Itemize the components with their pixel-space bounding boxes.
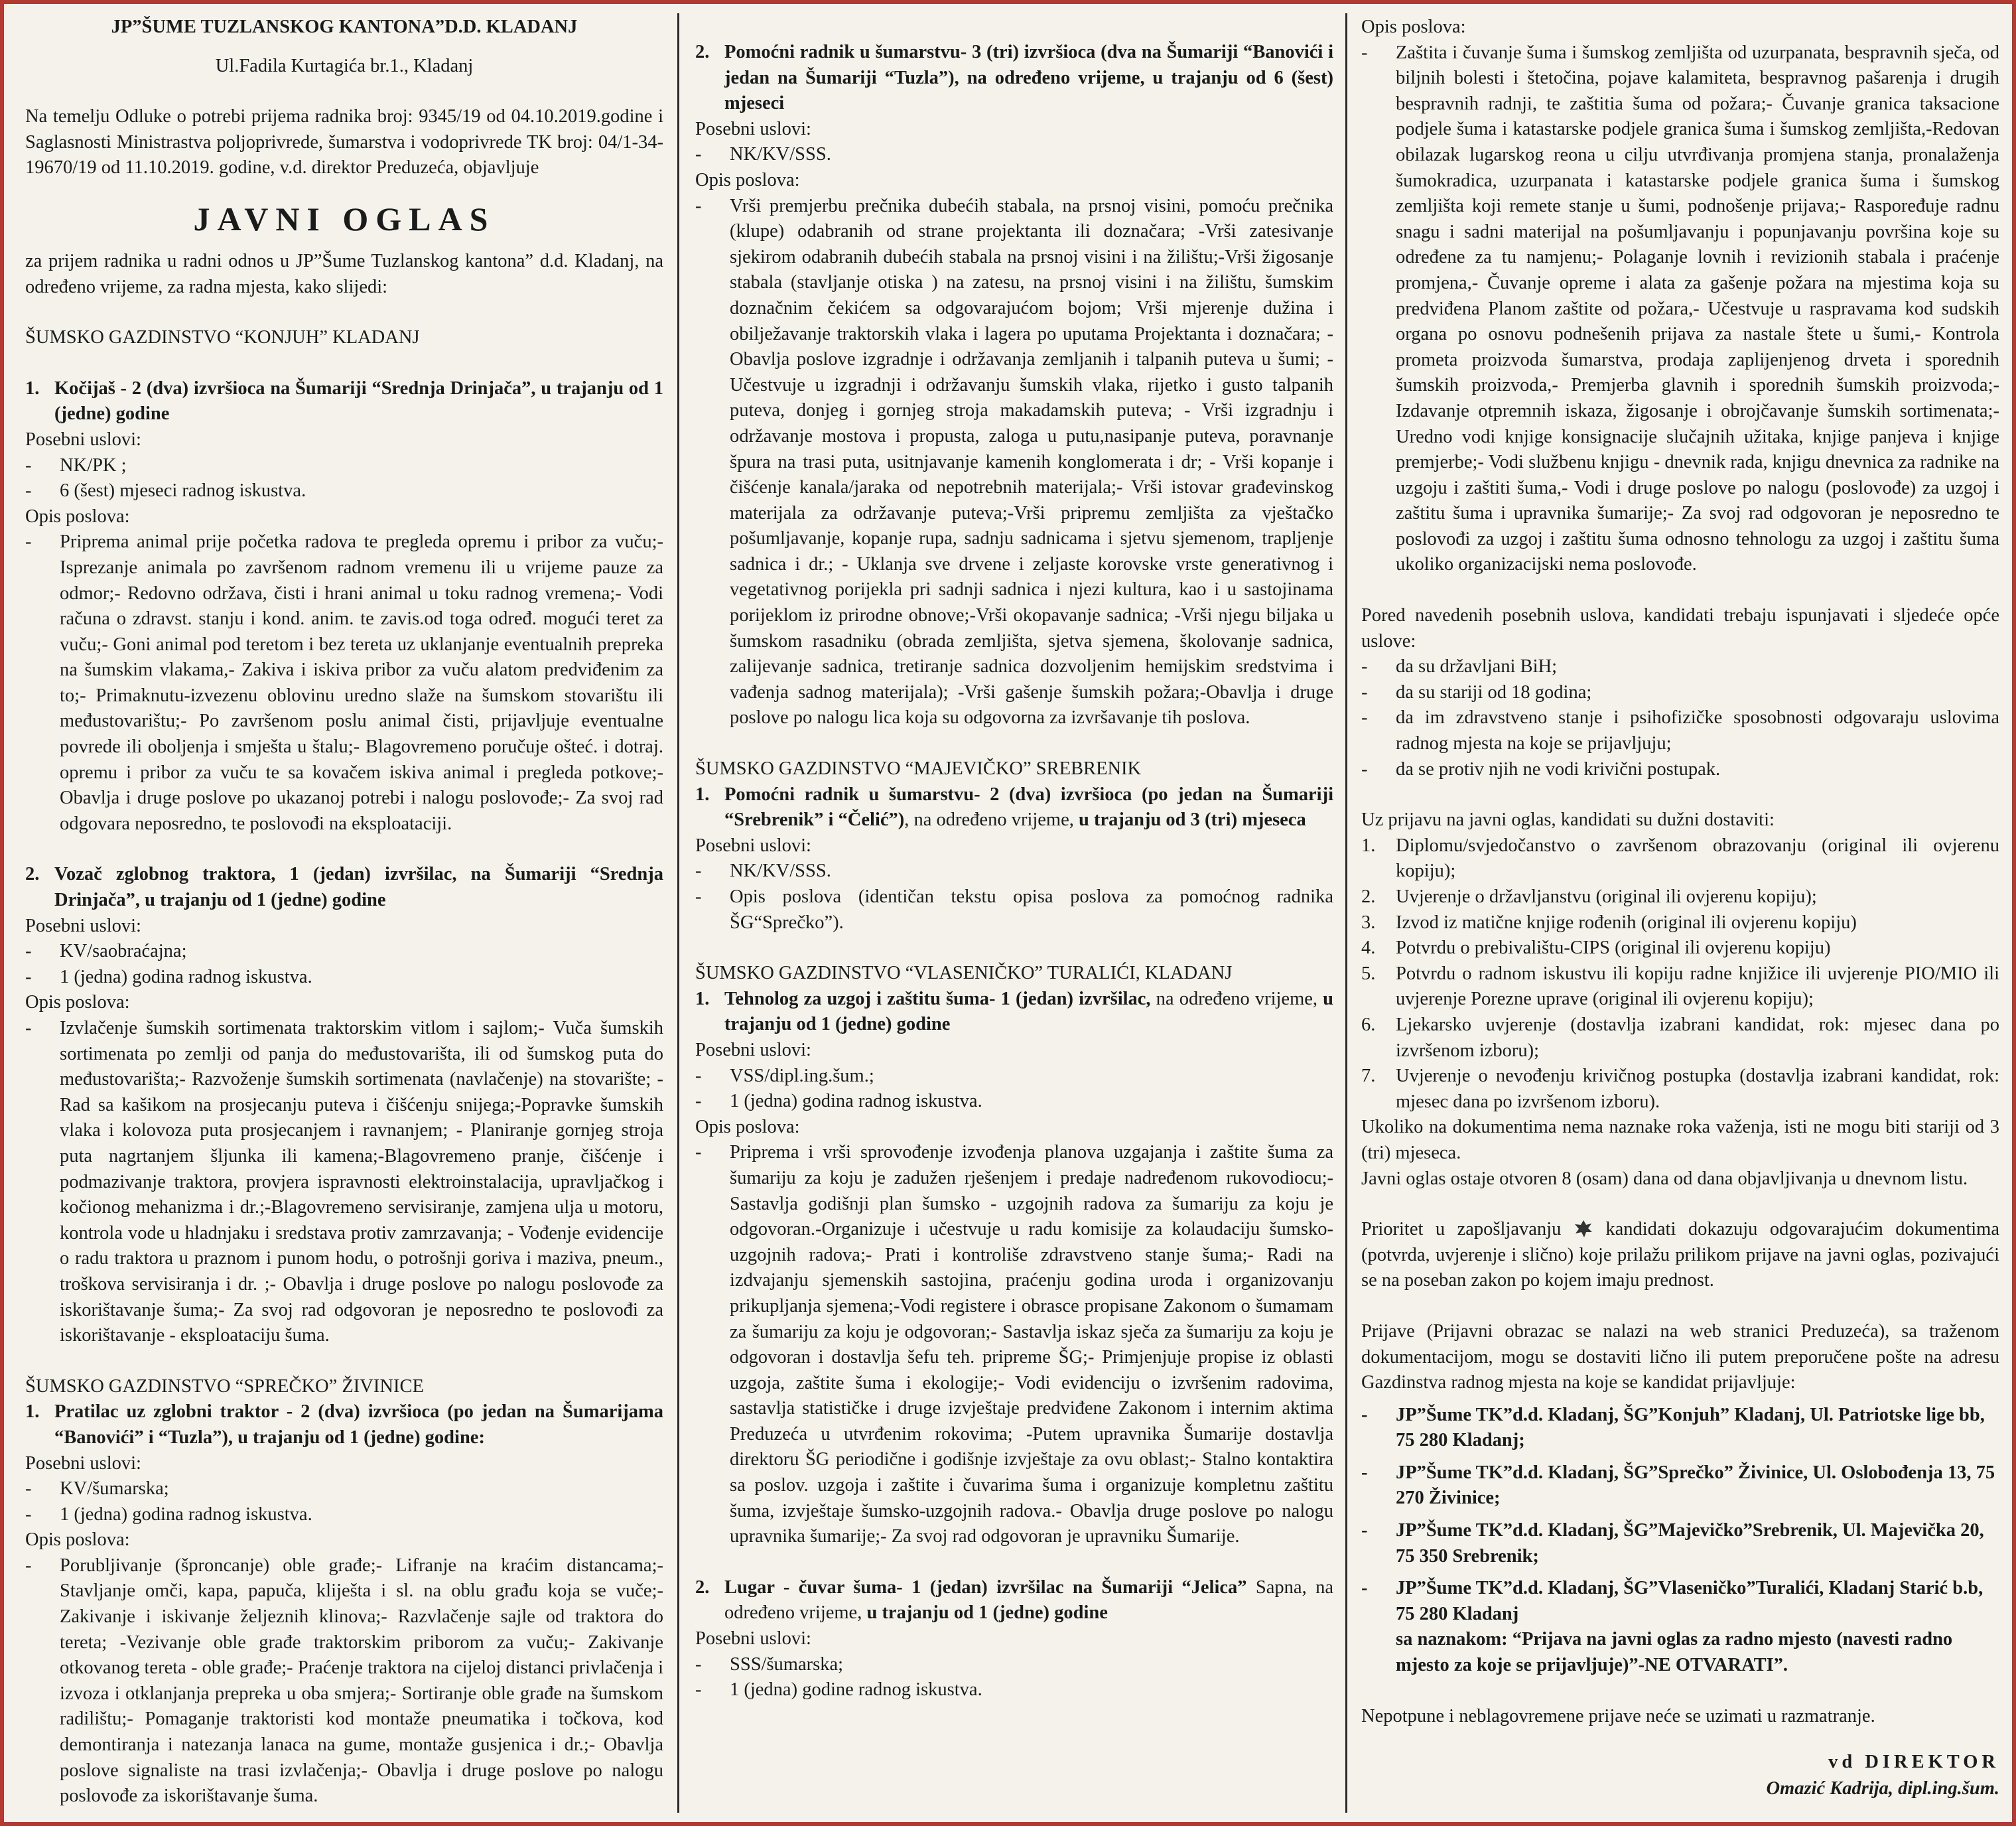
column-divider — [677, 13, 679, 1813]
list-item: - SSS/šumarska; — [695, 1653, 844, 1675]
job-number: 2. — [695, 1577, 710, 1598]
job-title-normal: na određeno vrijeme, — [1150, 988, 1323, 1009]
list-item: - NK/PK ; — [25, 455, 127, 476]
list-item: - da su stariji od 18 godina; — [1361, 681, 1592, 703]
job-description: - Priprema animal prije početka radova te pregleda opremu i pribor za vuču;- Isprezanje animala po završenom radnom vremenu ili u vrijeme pauze za odmor;- Redovno održava, čisti i hrani animal u toku radnog vremena;- Vodi računa o zdravst. stanju i kond. anim. te zavis.od toga određ. mogući teret za vuču;- Goni animal pod teretom i bez tereta uz uklanjanje eventualnih prepreka na šumskim vlakama,- Zakiva i iskiva pribor za vuču alatom predviđenim za to;- Primaknutu-izvezenu oblovinu uredno slaže na šumskom stovarištu ili međustovarištu;- Po završenom poslu animal čisti, prijavljuje eventualne povrede ili oboljenja i smješta u štalu;- Blagovremeno poručuje ošteć. i dotraj. opremu i pribor za vuču te sa kovačem iskiva animal i pregleda potkove;- Obavlja i druge poslove po ukazanoj potrebi i nalogu poslovođe;- Za svoj rad odgovara neposredno, te poslovođi na eksploataciji. — [25, 531, 663, 834]
column-divider — [1345, 13, 1347, 1813]
section-title-konjuh: ŠUMSKO GAZDINSTVO “KONJUH” KLADANJ — [25, 327, 420, 348]
conditions-label: Posebni uslovi: — [695, 118, 811, 139]
list-item: 5. Potvrdu o radnom iskustvu ili kopiju radne knjižice ili uvjerenje PIO/MIO ili uvjerenje Porezne uprave (original ili ovjerenu kopiju); — [1361, 963, 1999, 1010]
job-title-tail: u trajanju od 1 (jedne) godine — [724, 988, 1333, 1035]
list-item: - 1 (jedna) godine radnog iskustva. — [695, 1679, 982, 1701]
list-item: 6. Ljekarsko uvjerenje (dostavlja izabrani kandidat, rok: mjesec dana po izvršenom izboru); — [1361, 1014, 1999, 1061]
job-title — [695, 782, 1333, 833]
address-item: - JP”Šume TK”d.d. Kladanj, ŠG”Vlaseničko”Turalići, Kladanj Starić b.b, 75 280 Kladanj — [1361, 1578, 1983, 1624]
signature-title: vd DIREKTOR — [1828, 1752, 1999, 1773]
address-item: - JP”Šume TK”d.d. Kladanj, ŠG”Sprečko” Živinice, Ul. Oslobođenja 13, 75 270 Živinice; — [1361, 1462, 1995, 1509]
job-title — [695, 1575, 1333, 1626]
job-number: 2. — [25, 864, 40, 885]
conditions-label: Posebni uslovi: — [695, 1628, 811, 1650]
job-title-text: Pratilac uz zglobni traktor - 2 (dva) izvršioca (po jedan na Šumarijama “Banovići” i “Tuzla”), u trajanju od 1 (jedne) godine: — [54, 1401, 663, 1448]
job-number: 2. — [695, 42, 710, 62]
job-description: - Priprema i vrši sprovođenje izvođenja planova uzgajanja i zaštite šuma za šumariju za koju je zadužen rješenjem i predaje nadređenom rukovodiocu;- Sastavlja godišnji plan šumsko - uzgojnih radova za šumariju za koju je odgovoran.-Organizuje i učestvuje u radu komisije za kolaudaciju šumsko-uzgojnih radova;- Prati i kontroliše zdravstveno stanje šuma;- Radi na izdvajanju sjemenskih sastojina, praćenju godina uroda i organizovanju prikupljanja sjemena;-Vodi registere i obrasce propisane Zakonom o šumamam za šumariju za koju je odgovoran;- Sastavlja iskaz sječa za šumariju za koju je odgovoran i dostavlja šefu teh. pripreme ŠG;- Primjenjuje propise iz oblasti uzgoja, zaštite šuma i ekologije;- Vodi evidenciju o izvršenim radovima, sastavlja statističke i druge izvještaje predviđene Zakonom i internim aktima Preduzeća u utvrđenim rokovima; -Putem upravnika Šumarije dostavlja direktoru ŠG periodične i godišnje izvještaje za ovu oblast;- Stalno kontaktira sa poslov. uzgoja i zaštite i čuvarima šuma i organizuje kompletnu zaštitu šuma, izvještaje šumsko-uzgojnih radova.- Obavlja druge poslove po nalogu upravnika šumarije;- Za svoj rad odgovoran je upravniku Šumarije. — [695, 1142, 1333, 1547]
list-item: - 1 (jedna) godina radnog iskustva. — [695, 1091, 982, 1112]
list-item: - 6 (šest) mjeseci radnog iskustva. — [25, 480, 306, 502]
job-title — [695, 987, 1333, 1038]
signature-name: Omazić Kadrija, dipl.ing.šum. — [1766, 1778, 1999, 1799]
company-address: Ul.Fadila Kurtagića br.1., Kladanj — [215, 55, 474, 76]
conditions-label: Posebni uslovi: — [25, 1452, 141, 1474]
list-item: - KV/šumarska; — [25, 1478, 169, 1500]
list-item: 3. Izvod iz matične knjige rođenih (original ili ovjerenu kopiju) — [1361, 912, 1857, 933]
job-title-normal: , na određeno vrijeme, — [904, 809, 1079, 831]
job-title — [25, 376, 663, 427]
documents-list — [1361, 833, 1999, 1115]
job-title-text: Kočijaš - 2 (dva) izvršioca na Šumariji “Srednja Drinjača”, u trajanju od 1 (jedne) godine — [54, 378, 663, 425]
list-item: - NK/KV/SSS. — [695, 861, 831, 882]
list-item: - da se protiv njih ne vodi krivični postupak. — [1361, 758, 1721, 780]
job-title — [25, 862, 663, 913]
ink-blot-icon — [1574, 1219, 1593, 1239]
conditions-label: Posebni uslovi: — [25, 915, 141, 936]
job-title — [695, 40, 1333, 117]
list-item: 1. Diplomu/svjedočanstvo o završenom obrazovanju (original ili ovjerenu kopiju); — [1361, 835, 1999, 882]
list-item: - Opis poslova (identičan tekstu opisa poslova za pomoćnog radnika ŠG“Sprečko”). — [695, 886, 1333, 933]
lead-text: za prijem radnika u radni odnos u JP”Šume Tuzlanskog kantona” d.d. Kladanj, na određeno vrijeme, za radna mjesta, kako slijedi: — [25, 250, 663, 297]
conditions-label: Posebni uslovi: — [25, 429, 141, 450]
column-3 — [1361, 15, 1999, 1811]
list-item: - KV/saobraćajna; — [25, 941, 187, 962]
job-title-normal: Sapna, na određeno vrijeme, — [724, 1577, 1333, 1624]
address-item: - JP”Šume TK”d.d. Kladanj, ŠG”Majevičko”Srebrenik, Ul. Majevička 20, 75 350 Srebrenik; — [1361, 1520, 1984, 1567]
job-description: - Vrši premjerbu prečnika dubećih stabala, na prsnoj visini, pomoću prečnika (klupe) odabranih od strane projektanta ili doznačara; -Vrši zatesivanje sjekirom odabranih dubećih stabala na prsnoj visini i na žilištu;-Vrši žigosanje stabala (stavljanje otiska ) na zatesu, na prsnoj visini i na žilištu, šumskim doznačnim čekićem sa odgovarajućom bojom; Vrši mjerenje dužina i obilježavanje traktorskih vlaka i lagera po uputama Projektanta i doznačara; -Obavlja poslove izgradnje i održavanja zemljanih i talpanih puteva u šumi; - Učestvuje u izgradnji i održavanju šumskih vlaka, rijetko i gusto talpanih puteva, donjeg i gornjeg stroja makadamskih puteva; - Vrši izgradnju i održavanje mostova i propusta, zaloga u putu,nasipanje puteva, poravnanje špura na trasi puta, usitnjavanje kamenih konglomerata i dr; - Vrši kopanje i čišćenje kanala/jaraka od nepotrebnih materijala;- Vrši istovar građevinskog materijala za održavanje puteva;-Vrši pripremu zemljišta za vještačko pošumljavanje, kopanje rupa, sadnju sadnicama i sjetvu sjemenom, trapljenje sadnica i dr.; - Uklanja sve drvene i zeljaste korovske vrste generativnog i vegetativnog porijekla pri sadnji sadnica i njezi kultura, kao i u sastojinama porijeklom iz prirodne obnove;-Vrši okopavanje sadnica; -Vrši njegu biljaka u šumskom rasadniku (obrada zemljišta, sjetva sjemena, školovanje sadnica, zalijevanje sadnica, tretiranje sadnica dozvoljenim hemijskim sredstvima i vađenja sadnog materijala); -Vrši gašenje šumskih požara;-Obavlja i druge poslove po nalogu lica koja su odgovorna za izvršavanje tih poslova. — [695, 195, 1333, 729]
description-label: Opis poslova: — [25, 506, 130, 527]
conditions-label: Posebni uslovi: — [695, 1039, 811, 1060]
job-title-text: Tehnolog za uzgoj i zaštitu šuma- 1 (jedan) izvršilac, — [724, 988, 1151, 1009]
general-conditions-intro: Pored navedenih posebnih uslova, kandidati trebaju ispunjavati i sljedeće opće uslove: — [1361, 605, 1999, 652]
closing-note: Nepotpune i neblagovremene prijave neće se uzimati u razmatranje. — [1361, 1705, 1875, 1726]
list-item: - 1 (jedna) godina radnog iskustva. — [25, 1504, 312, 1525]
description-label: Opis poslova: — [25, 992, 130, 1013]
address-item: - JP”Šume TK”d.d. Kladanj, ŠG”Konjuh” Kladanj, Ul. Patriotske lige bb, 75 280 Kladanj; — [1361, 1404, 1985, 1451]
column-1 — [25, 15, 663, 1811]
list-item: - 1 (jedna) godina radnog iskustva. — [25, 966, 312, 987]
job-number: 1. — [695, 784, 710, 805]
submission-intro: Prijave (Prijavni obrazac se nalazi na web stranici Preduzeća), sa traženom dokumentacijom, mogu se dostaviti lično ili putem preporučene pošte na adresu Gazdinstva radnog mjesta na koje se kandidat prijavljuje: — [1361, 1320, 1999, 1393]
list-item: - VSS/dipl.ing.šum.; — [695, 1065, 874, 1086]
priority-note: Prioritet u zapošljavanju kandidati dokazuju odgovarajućim dokumentima (potvrda, uvjerenje i slično) koje prilažu prilikom prijave na javni oglas, pozivajući se na poseban zakon po kojem imaju prednost. — [1361, 1219, 1999, 1291]
headline: JAVNI OGLAS — [193, 200, 496, 238]
list-item: 7. Uvjerenje o nevođenju krivičnog postupka (dostavlja izabrani kandidat, rok: mjesec dana po izvršenom izboru). — [1361, 1066, 1999, 1112]
list-item: - da im zdravstveno stanje i psihofizičke sposobnosti odgovaraju uslovima radnog mjesta na koje se prijavljuju; — [1361, 707, 1999, 754]
job-description: - Porubljivanje (šproncanje) oble građe;- Lifranje na kraćim distancama;- Stavljanje omči, kapa, papuča, kliješta i sl. na oblu građu koja se vuče;- Zakivanje i iskivanje željeznih klinova;- Razvlačenje sajle od traktora do tereta; -Vezivanje oble građe traktorskim priborom za vuču;- Zakivanje otkovanog tereta - oble građe;- Praćenje traktora na cijeloj distanci privlačenja i izvoza i otklanjanja prepreka u oba smjera;- Sortiranje oble građe na šumskom radilištu;- Pomaganje traktoristi kod montaže pneumatika i točkova, kod demontiranja i natezanja lanaca na gume, montaže gusjenica i dr.;- Obavlja poslove signaliste na trasi izvlačenja;- Obavlja i druge poslove po nalogu poslovođe za iskorištavanje šuma. — [25, 1555, 663, 1807]
intro-text: Na temelju Odluke o potrebi prijema radnika broj: 9345/19 od 04.10.2019.godine i Saglasnosti Ministrastva poljoprivrede, šumarstva i vodoprivrede TK broj: 04/1-34-19670/19 od 11.10.2019. godine, v.d. direktor Preduzeća, objavljuje — [25, 106, 663, 178]
validity-note: Ukoliko na dokumentima nema naznake roka važenja, isti ne mogu biti stariji od 3 (tri) mjeseca. — [1361, 1117, 1999, 1163]
job-title-tail: u trajanju od 1 (jedne) godine — [866, 1602, 1108, 1624]
job-title-text: Pomoćni radnik u šumarstvu- 3 (tri) izvršioca (dva na Šumariji “Banovići i jedan na Šumariji “Tuzla”), na određeno vrijeme, u trajanju od 6 (šest) mjeseci — [724, 42, 1333, 114]
signature-block — [1361, 1749, 1999, 1802]
job-title-text: Vozač zglobnog traktora, 1 (jedan) izvršilac, na Šumariji “Srednja Drinjača”, u trajanju od 1 (jedne) godine — [54, 864, 663, 911]
envelope-note: sa naznakom: “Prijava na javni oglas za radno mjesto (navesti radno mjesto za koje se prijavljuje)”-NE OTVARATI”. — [1396, 1629, 1953, 1676]
job-title-tail: u trajanju od 3 (tri) mjeseca — [1079, 809, 1306, 831]
list-item: 2. Uvjerenje o državljanstvu (original ili ovjerenu kopiju); — [1361, 886, 1817, 907]
job-description: - Izvlačenje šumskih sortimenata traktorskim vitlom i sajlom;- Vuča šumskih sortimenata po zemlji od panja do međustovarišta, ili od šumskog puta do međustovarišta;- Razvoženje šumskih sortimenata (navlačenje) na stovarište; -Rad sa kašikom na prosjecanju puteva i čišćenju snijega;-Popravke šumskih vlaka i kolovoza puta prosjecanjem i ravnanjem; - Planiranje gornjeg stroja puta nagrtanjem šljunka ili kamena;-Blagovremeno pranje, čišćenje i podmazivanje traktora, provjera ispravnosti elektroinstalacija, upravljačkog i kočionog mehanizma i dr.;-Blagovremeno servisiranje, zamjena ulja u motoru, kontrola vode u hladnjaku i sredstava protiv zamrzavanja; - Vođenje evidencije o radu traktora u praznom i punom hodu, o potrošnji goriva i maziva, pneum., troškova servisiranja i dr. ;- Obavlja i druge poslove po nalogu poslovođe za iskorištavanje šuma;- Za svoj rad odgovoran je neposredno te poslovođi za iskorištavanje - eksploataciju šuma. — [25, 1018, 663, 1346]
job-title-text: Pomoćni radnik u šumarstvu- 2 (dva) izvršioca (po jedan na Šumariji “Srebrenik” i “Čelić”) — [724, 784, 1333, 831]
job-number: 1. — [695, 988, 710, 1009]
job-description: - Zaštita i čuvanje šuma i šumskog zemljišta od uzurpanata, bespravnih sječa, od biljnih bolesti i štetočina, pojave kalamiteta, bespravnog pašarenja i drugih bespravnih radnji, te zaštitia šuma od požara;- Čuvanje granica taksacione podjele šuma i katastarske podjele granica šuma i šumskog zemljišta,-Redovan obilazak lugarskog reona u cilju utvrđivanja promjena stanja, pronalaženja šumokradica, uzurpanata i katastarske podjele granica šuma i šumskog zemljišta koji remete stanje u šumi, podnošenje prijava;- Raspoređuje radnu snagu i sadni materijal na pošumljavanju i popunjavanju površina koje su određene za tu namjenu;- Polaganje lovnih i revizionih stabala i praćenje promjena,- Čuvanje opreme i alata za gašenje požara na mjestima koja su predviđena Planom zaštite od požara,- Učestvuje u raspravama kod sudskih organa po osnovu podnešenih prijava za nastale štete u šumi,- Kontrola prometa proizvoda šumarstva, prodaja zaplijenjenog drveta i sporednih šumskih proizvoda,- Premjerba glavnih i sporednih šumskih proizvoda;- Izdavanje otpremnih iskaza, žigosanje i obrojčavanje šumskih sortimenata;- Uredno vodi knjige konsignacije slučajnih užitaka, knjige panjeva i knjige premjerbe;- Vodi službenu knjigu - dnevnik rada, knjigu dnevnica za radnike na uzgoju i zaštiti šuma,- Vodi i druge poslove po nalogu (poslovođe) za uzgoj i zaštitu šuma i upravnika šumarije;- Za svoj rad odgovoran je neposredno te poslovođi za uzgoj i zaštitu šuma odnosno tehnologu za uzgoj i zaštitu šuma ukoliko organizacijski nema poslovođe. — [1361, 42, 1999, 575]
documents-intro: Uz prijavu na javni oglas, kandidati su dužni dostaviti: — [1361, 809, 1775, 831]
job-title — [25, 1399, 663, 1450]
section-title-vlasenicko: ŠUMSKO GAZDINSTVO “VLASENIČKO” TURALIĆI, KLADANJ — [695, 963, 1233, 984]
conditions-label: Posebni uslovi: — [695, 835, 811, 856]
open-period-note: Javni oglas ostaje otvoren 8 (osam) dana od dana objavljivanja u dnevnom listu. — [1361, 1168, 1968, 1189]
list-item: - da su državljani BiH; — [1361, 656, 1557, 677]
description-label: Opis poslova: — [1361, 17, 1466, 37]
section-title-sprecko: ŠUMSKO GAZDINSTVO “SPREČKO” ŽIVINICE — [25, 1375, 424, 1397]
company-name: JP”ŠUME TUZLANSKOG KANTONA”D.D. KLADANJ — [111, 17, 578, 37]
column-2 — [695, 15, 1333, 1811]
description-label: Opis poslova: — [25, 1529, 130, 1551]
job-title-text: Lugar - čuvar šuma- 1 (jedan) izvršilac na Šumariji “Jelica” — [724, 1577, 1247, 1598]
list-item: 4. Potvrdu o prebivalištu-CIPS (original ili ovjerenu kopiju) — [1361, 938, 1831, 959]
job-number: 1. — [25, 1401, 40, 1423]
description-label: Opis poslova: — [695, 169, 800, 190]
description-label: Opis poslova: — [695, 1116, 800, 1137]
section-title-majevicko: ŠUMSKO GAZDINSTVO “MAJEVIČKO” SREBRENIK — [695, 758, 1142, 780]
list-item: - NK/KV/SSS. — [695, 144, 831, 165]
job-number: 1. — [25, 378, 40, 399]
